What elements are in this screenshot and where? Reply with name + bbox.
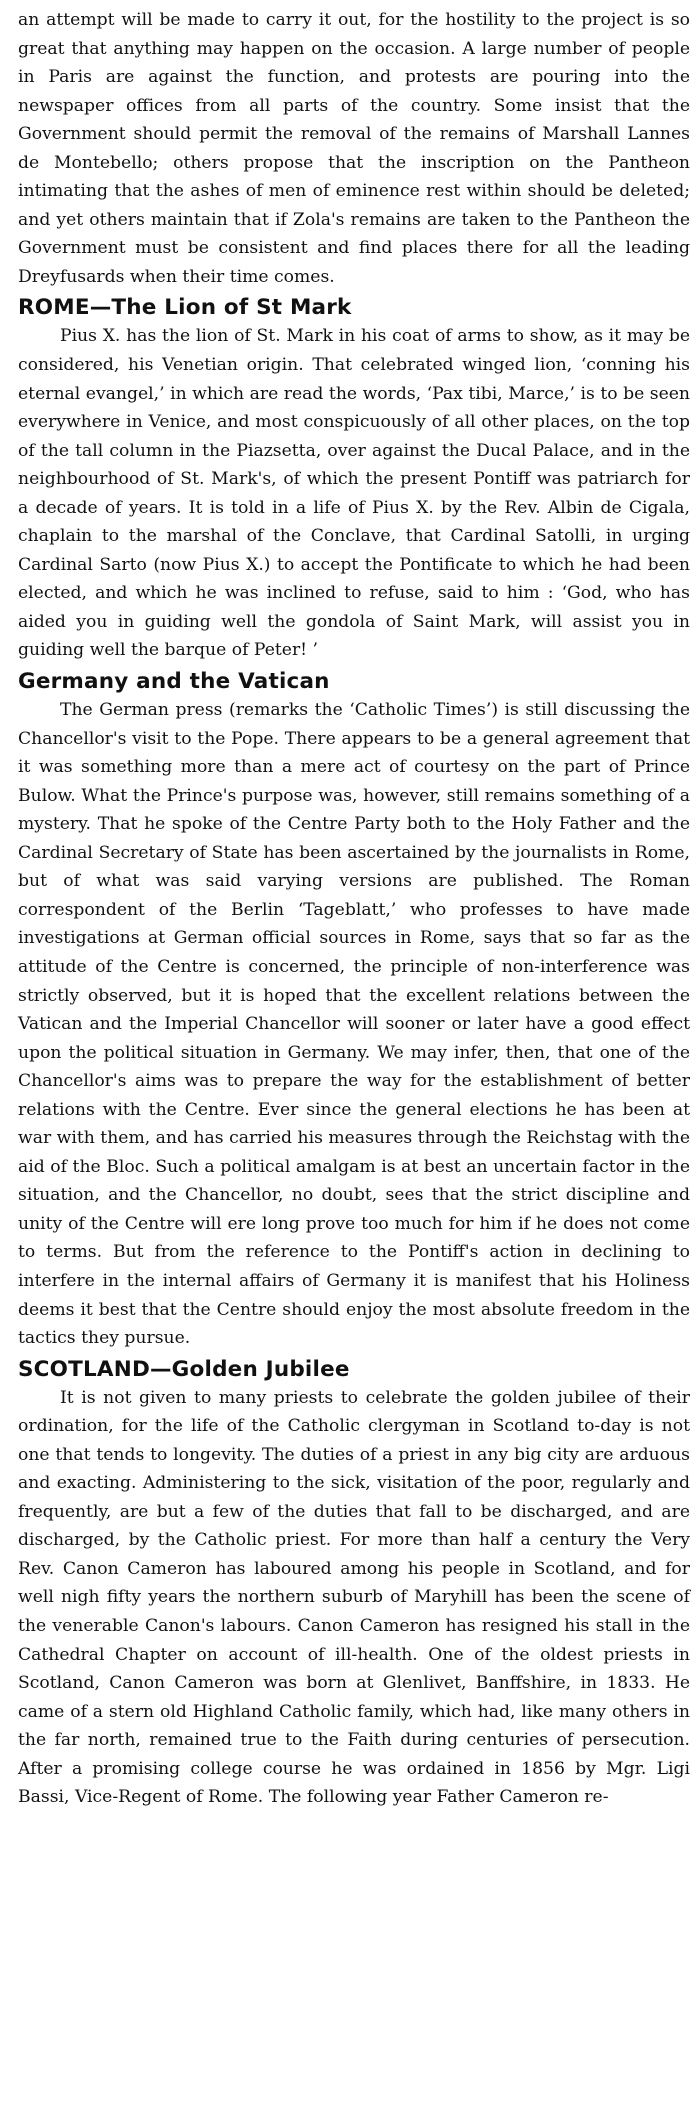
section-germany-and-the-vatican — [18, 667, 690, 1353]
article-continuation-paragraph: an attempt will be made to carry it out, for the hostility to the project is so great that anything may happen on the occasion. A large number of people in Paris are against the function, and protests are pouring into the newspaper offices from all parts of the country. Some insist that the Government should permit the removal of the remains of Marshall Lannes de Montebello; others propose that the inscription on the Pantheon intimating that the ashes of men of eminence rest within should be deleted; and yet others maintain that if Zola's remains are taken to the Pantheon the Government must be consistent and find places there for all the leading Dreyfusards when their time comes. — [18, 10, 690, 287]
section-scotland-golden-jubilee — [18, 1355, 690, 1812]
section-body: It is not given to many priests to celebrate the golden jubilee of their ordination, for the life of the Catholic clergyman in Scotland to-day is not one that tends to longevity. The duties of a priest in any big city are arduous and exacting. Administering to the sick, visitation of the poor, regularly and frequently, are but a few of the duties that fall to be discharged, and are discharged, by the Catholic priest. For more than half a century the Very Rev. Canon Cameron has laboured among his people in Scotland, and for well nigh fifty years the northern suburb of Maryhill has been the scene of the venerable Canon's labours. Canon Cameron has resigned his stall in the Cathedral Chapter on account of ill-health. One of the oldest priests in Scotland, Canon Cameron was born at Glenlivet, Banffshire, in 1833. He came of a stern old Highland Catholic family, which had, like many others in the far north, remained true to the Faith during centuries of persecution. After a promising college course he was ordained in 1856 by Mgr. Ligi Bassi, Vice-Regent of Rome. The following year Father Cameron re- — [18, 1387, 690, 1808]
section-heading: SCOTLAND—Golden Jubilee — [18, 1356, 350, 1382]
section-heading: Germany and the Vatican — [18, 669, 330, 695]
section-heading: ROME—The Lion of St Mark — [18, 295, 352, 321]
section-body: Pius X. has the lion of St. Mark in his coat of arms to show, as it may be considered, his Venetian origin. That celebrated winged lion, ‘conning his eternal evangel,’ in which are read the words, ‘Pax tibi, Marce,’ is to be seen everywhere in Venice, and most conspicuously of all other places, on the top of the tall column in the Piazsetta, over against the Ducal Palace, and in the neighbourhood of St. Mark's, of which the present Pontiff was patriarch for a decade of years. It is told in a life of Pius X. by the Rev. Albin de Cigala, chaplain to the marshal of the Conclave, that Cardinal Satolli, in urging Cardinal Sarto (now Pius X.) to accept the Pontificate to which he had been elected, and which he was inclined to refuse, said to him : ‘God, who has aided you in guiding well the gondola of Saint Mark, will assist you in guiding well the barque of Peter! ’ — [18, 326, 690, 661]
section-rome-lion-of-st-mark — [18, 293, 690, 665]
section-body: The German press (remarks the ‘Catholic Times’) is still discussing the Chancellor's visit to the Pope. There appears to be a general agreement that it was something more than a mere act of courtesy on the part of Prince Bulow. What the Prince's purpose was, however, still remains something of a mystery. That he spoke of the Centre Party both to the Holy Father and the Cardinal Secretary of State has been ascertained by the journalists in Rome, but of what was said varying versions are published. The Roman correspondent of the Berlin ‘Tageblatt,’ who professes to have made investigations at German official sources in Rome, says that so far as the attitude of the Centre is concerned, the principle of non-interference was strictly observed, but it is hoped that the excellent relations between the Vatican and the Imperial Chancellor will sooner or later have a good effect upon the political situation in Germany. We may infer, then, that one of the Chancellor's aims was to prepare the way for the establishment of better relations with the Centre. Ever since the general elections he has been at war with them, and has carried his measures through the Reichstag with the aid of the Bloc. Such a political amalgam is at best an uncertain factor in the situation, and the Chancellor, no doubt, sees that the strict discipline and unity of the Centre will ere long prove too much for him if he does not come to terms. But from the reference to the Pontiff's action in declining to interfere in the internal affairs of Germany it is manifest that his Holiness deems it best that the Centre should enjoy the most absolute freedom in the tactics they pursue. — [18, 700, 690, 1349]
